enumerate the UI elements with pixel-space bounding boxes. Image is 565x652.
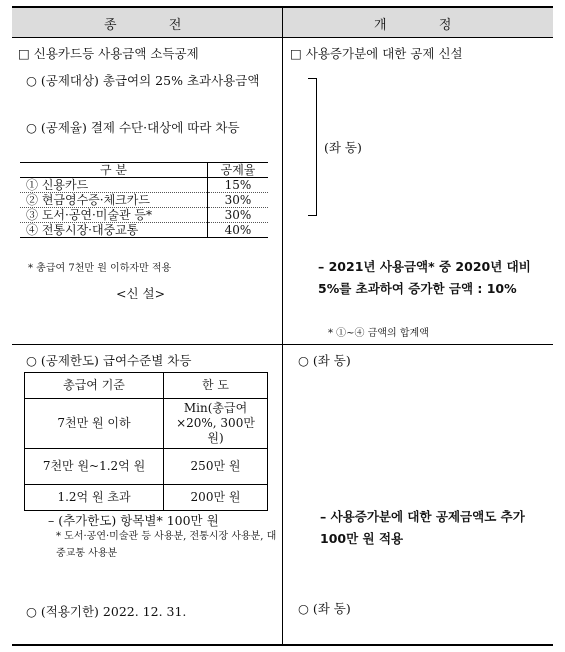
rate-table [20,162,268,238]
rate-table-header-category: 구 분 [20,163,208,178]
column-divider [282,6,283,646]
comparison-table [12,6,553,646]
limit-title: ○ (공제한도) 급여수준별 차등 [26,353,192,368]
table-row: 7천만 원~1.2억 원 [25,449,164,485]
table-cell: 30% [208,193,269,208]
table-cell: 40% [208,223,269,238]
increase-extra-limit: – 사용증가분에 대한 공제금액도 추가 100만 원 적용 [320,509,525,546]
rate-table-header-rate: 공제율 [208,163,269,178]
limit-header-income: 총급여 기준 [25,373,164,399]
applicable-period: ○ (적용기한) 2022. 12. 31. [26,604,187,619]
table-cell: 30% [208,208,269,223]
table-cell: 200만 원 [164,485,268,511]
table-row: ④ 전통시장·대중교통 [20,223,208,238]
row-divider [12,344,553,345]
limit-table [24,372,268,511]
rate-table-note: * 총급여 7천만 원 이하자만 적용 [28,263,172,274]
extra-limit: – (추가한도) 항목별* 100만 원 [48,513,219,528]
table-row: 1.2억 원 초과 [25,485,164,511]
table-row: ① 신용카드 [20,178,208,193]
right-heading: □ 사용증가분에 대한 공제 신설 [290,46,463,61]
extra-limit-note: * 도서·공연·미술관 등 사용분, 전통시장 사용분, 대중교통 사용분 [56,531,277,559]
increase-deduction: – 2021년 사용금액* 중 2020년 대비 5%를 초과하여 증가한 금액 : 10% [318,259,531,296]
deduction-target: ○ (공제대상) 총급여의 25% 초과사용금액 [26,73,260,88]
table-cell: 250만 원 [164,449,268,485]
same-as-left-2: ○ (좌 동) [298,353,351,368]
table-cell: 15% [208,178,269,193]
table-row: ③ 도서·공연·미술관 등* [20,208,208,223]
table-bottom-border [12,644,553,646]
same-as-left-bracket [308,78,317,216]
left-heading: □ 신용카드등 사용금액 소득공제 [18,46,199,61]
new-label: <신 설> [116,286,166,301]
same-as-left-3: ○ (좌 동) [298,601,351,616]
increase-note: * ①~④ 금액의 합계액 [328,328,429,339]
header-before: 종 전 [104,18,183,33]
table-cell: Min(총급여×20%, 300만 원) [164,399,268,449]
deduction-rate: ○ (공제율) 결제 수단·대상에 따라 차등 [26,120,240,135]
header-after: 개 정 [374,18,453,33]
limit-header-limit: 한 도 [164,373,268,399]
same-as-left-1: (좌 동) [324,140,362,155]
table-row: 7천만 원 이하 [25,399,164,449]
table-row: ② 현금영수증·체크카드 [20,193,208,208]
